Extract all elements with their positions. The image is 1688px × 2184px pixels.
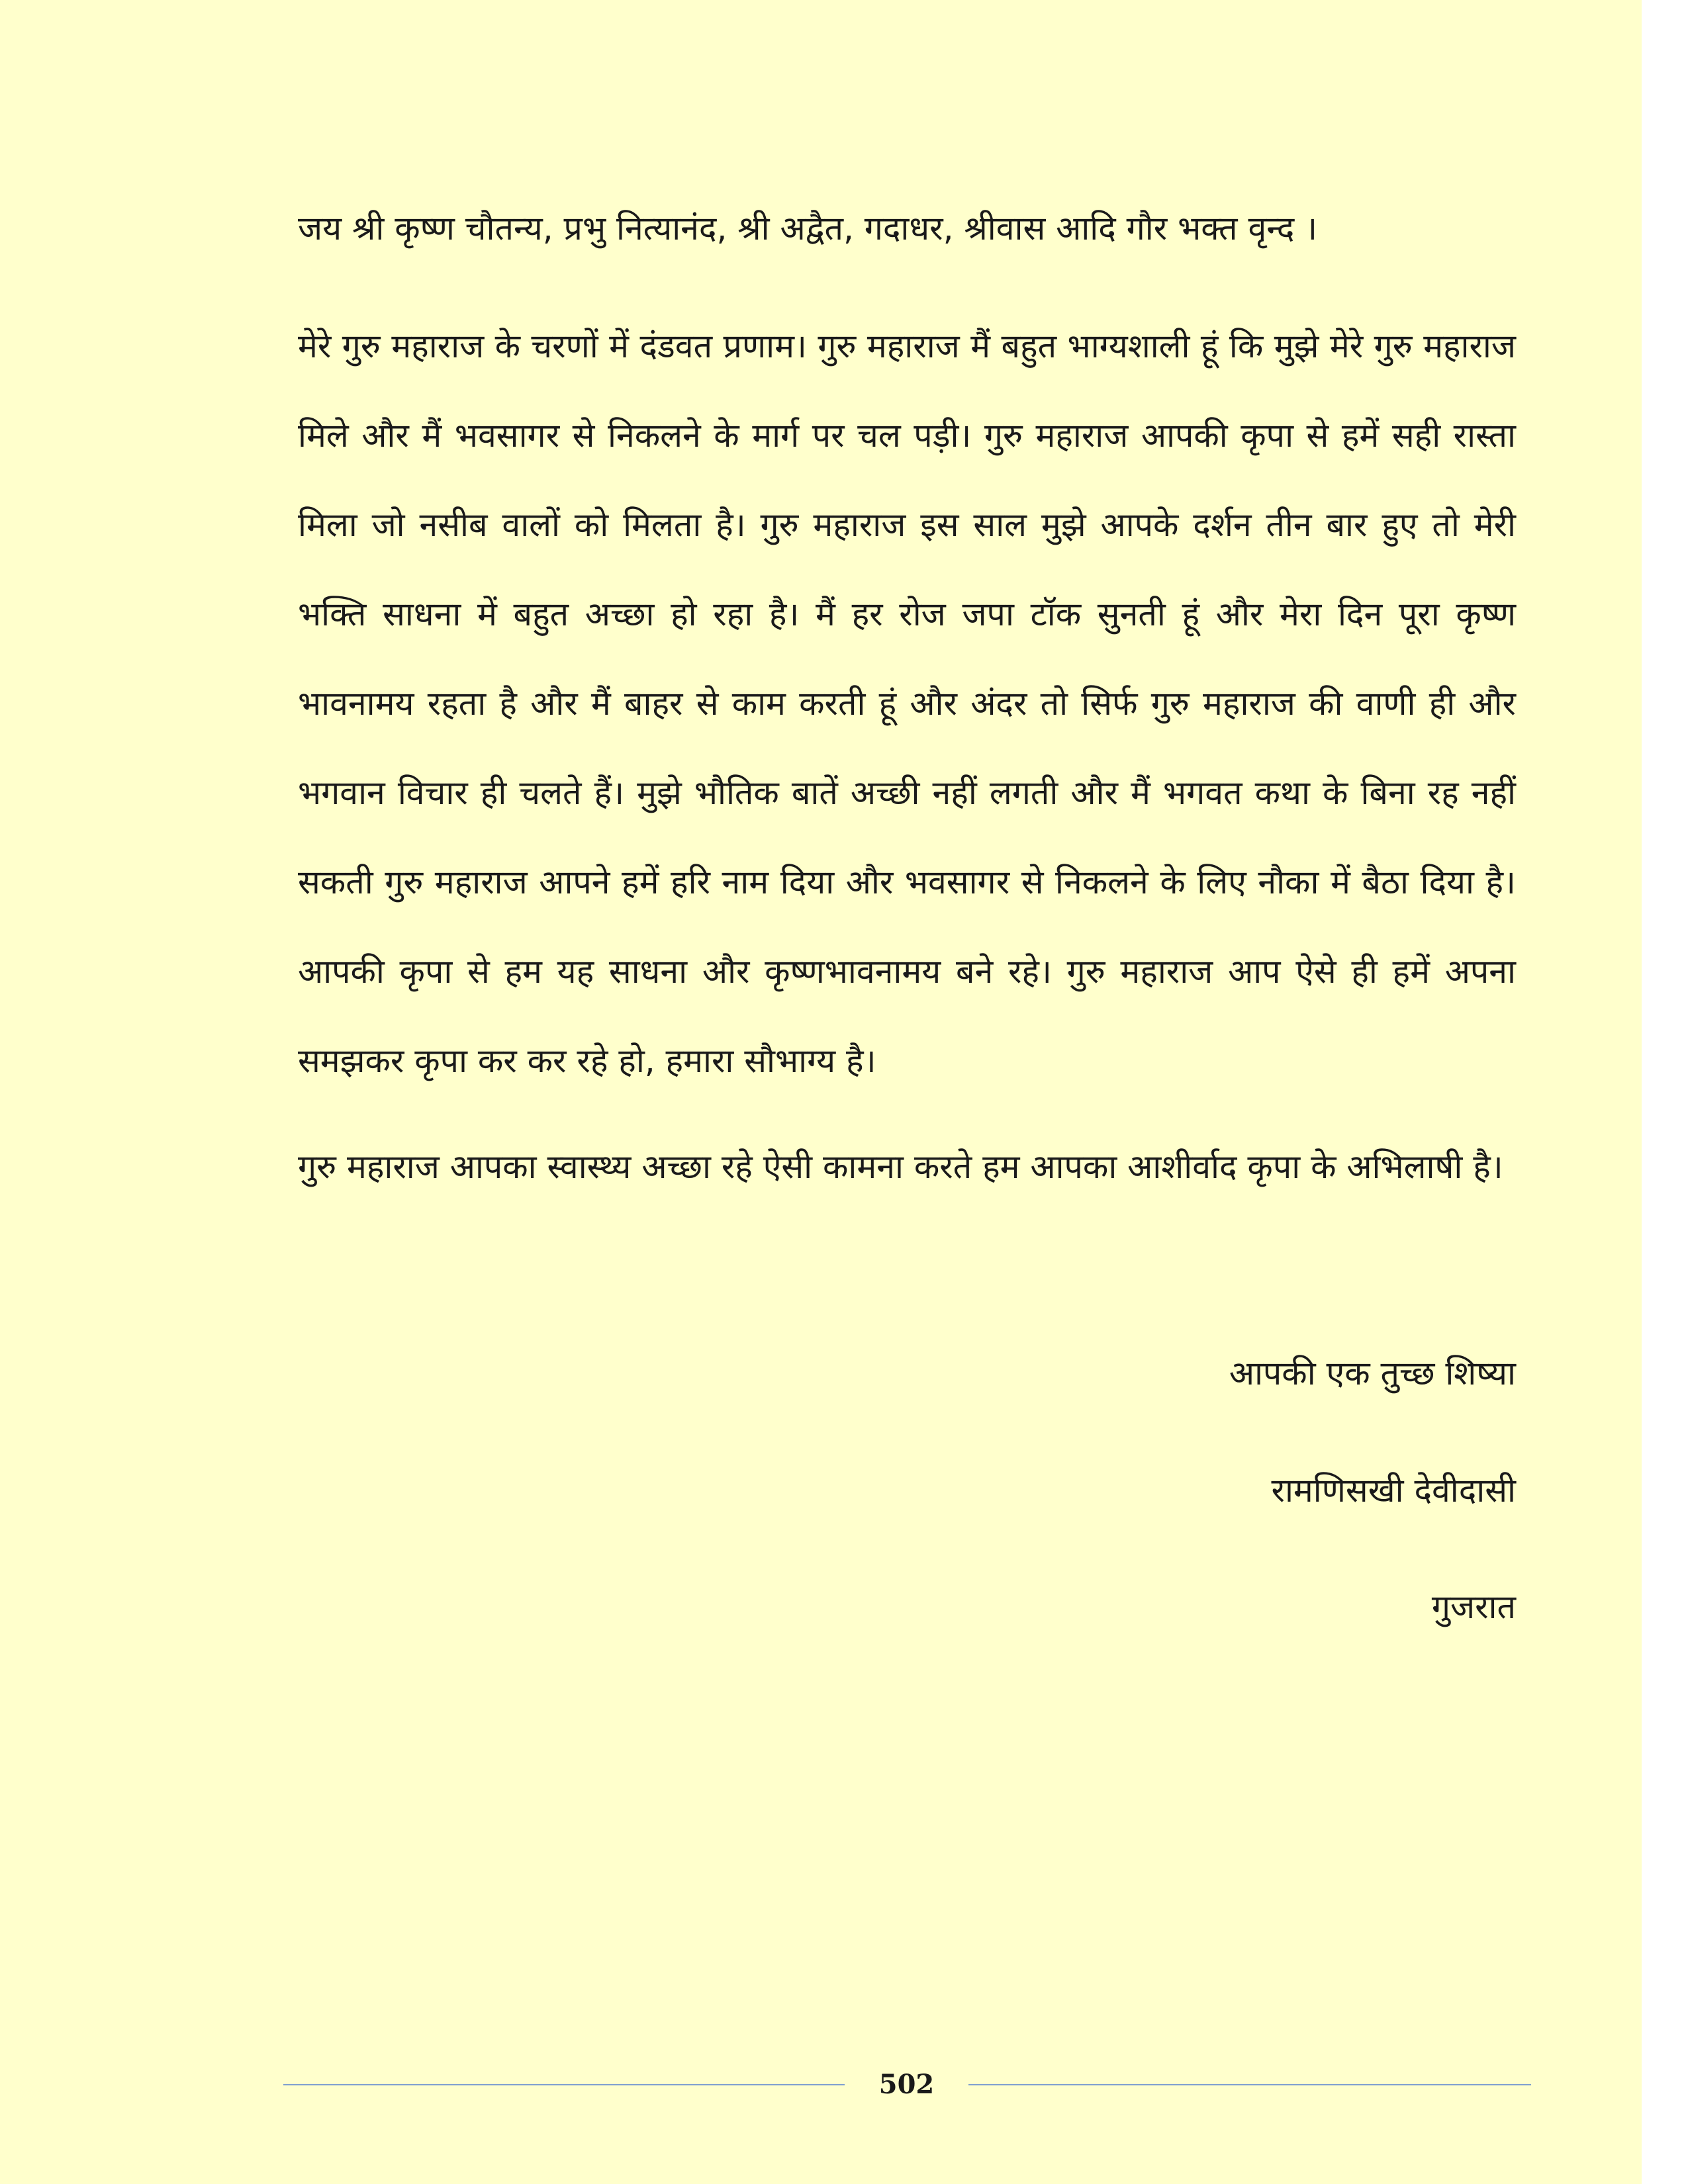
- footer-divider-left: [283, 2084, 845, 2085]
- signoff-place: गुजरात: [1431, 1588, 1516, 1626]
- signoff-name: रामणिसखी देवीदासी: [1271, 1471, 1516, 1510]
- letter-paragraph-1: मेरे गुरु महाराज के चरणों में दंडवत प्रणाम। गुरु महाराज मैं बहुत भाग्यशाली हूं कि मुझे मेरे गुरु महाराज मिले और मैं भवसागर से निकलने के मार्ग पर चल पड़ी। गुरु महाराज आपकी कृपा से हमें सही रास्ता मिला जो नसीब वालों को मिलता है। गुरु महाराज इस साल मुझे आपके दर्शन तीन बार हुए तो मेरी भक्ति साधना में बहुत अच्छा हो रहा है। मैं हर रोज जपा टॉक सुनती हूं और मेरा दिन पूरा कृष्ण भावनामय रहता है और मैं बाहर से काम करती हूं और अंदर तो सिर्फ गुरु महाराज की वाणी ही और भगवान विचार ही चलते हैं। मुझे भौतिक बातें अच्छी नहीं लगती और मैं भगवत कथा के बिना रह नहीं सकती गुरु महाराज आपने हमें हरि नाम दिया और भवसागर से निकलने के लिए नौका में बैठा दिया है। आपकी कृपा से हम यह साधना और कृष्णभावनामय बने रहे। गुरु महाराज आप ऐसे ही हमें अपना समझकर कृपा कर कर रहे हो, हमारा सौभाग्य है।: [298, 327, 1516, 1080]
- letter-paragraph-2: गुरु महाराज आपका स्वास्थ्य अच्छा रहे ऐसी कामना करते हम आपका आशीर्वाद कृपा के अभिलाषी है।: [298, 1148, 1503, 1186]
- signoff-line: आपकी एक तुच्छ शिष्या: [1229, 1354, 1516, 1392]
- footer-divider-right: [968, 2084, 1531, 2085]
- page-number: 502: [878, 2069, 935, 2100]
- greeting-line: जय श्री कृष्ण चौतन्य, प्रभु नित्यानंद, श्री अद्वैत, गदाधर, श्रीवास आदि गौर भक्त वृन्द ।: [298, 209, 1318, 248]
